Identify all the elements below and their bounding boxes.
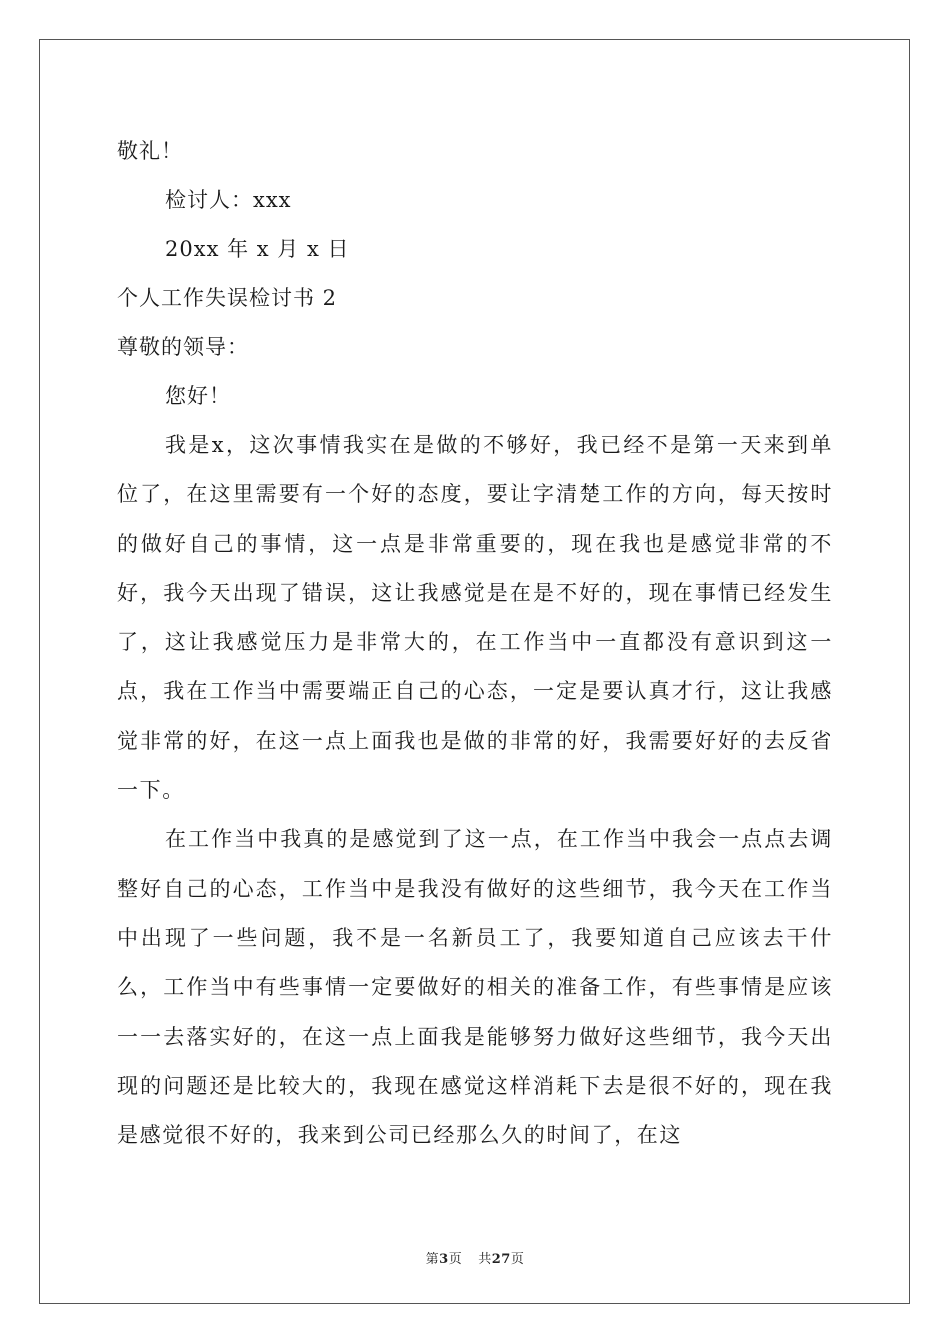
page-footer — [0, 1248, 950, 1267]
document-body — [117, 127, 833, 1160]
total-suffix: 页 — [510, 1252, 525, 1267]
signer-line: 检讨人：xxx — [165, 188, 292, 212]
body-paragraph: 我是x，这次事情我实在是做的不够好，我已经不是第一天来到单位了，在这里需要有一个好的态度，要让字清楚工作的方向，每天按时的做好自己的事情，这一点是非常重要的，现在我也是感觉非常的不好，我今天出现了错误，这让我感觉是在是不好的，现在事情已经发生了，这让我感觉压力是非常大的，在工作当中一直都没有意识到这一点，我在工作当中需要端正自己的心态，一定是要认真才行，这让我感觉非常的好，在这一点上面我也是做的非常的好，我需要好好的去反省一下。 — [117, 433, 833, 803]
closing-line: 敬礼！ — [117, 139, 183, 163]
page-number: 3 — [439, 1252, 449, 1267]
date-line: 20xx 年 x 月 x 日 — [165, 237, 350, 261]
document-title: 个人工作失误检讨书 2 — [117, 286, 338, 310]
body-paragraph: 在工作当中我真的是感觉到了这一点，在工作当中我会一点点去调整好自己的心态，工作当中是我没有做好的这些细节，我今天在工作当中出现了一些问题，我不是一名新员工了，我要知道自己应该去干什么，工作当中有些事情一定要做好的相关的准备工作，有些事情是应该一一去落实好的，在这一点上面我是能够努力做好这些细节，我今天出现的问题还是比较大的，我现在感觉这样消耗下去是很不好的，现在我是感觉很不好的，我来到公司已经那么久的时间了，在这 — [117, 827, 833, 1148]
greeting-line: 您好！ — [165, 384, 231, 408]
page-suffix: 页 — [448, 1252, 463, 1267]
total-prefix: 共 — [478, 1252, 492, 1267]
page-prefix: 第 — [425, 1252, 440, 1267]
salutation-line: 尊敬的领导： — [117, 335, 249, 359]
total-pages: 27 — [491, 1252, 511, 1267]
